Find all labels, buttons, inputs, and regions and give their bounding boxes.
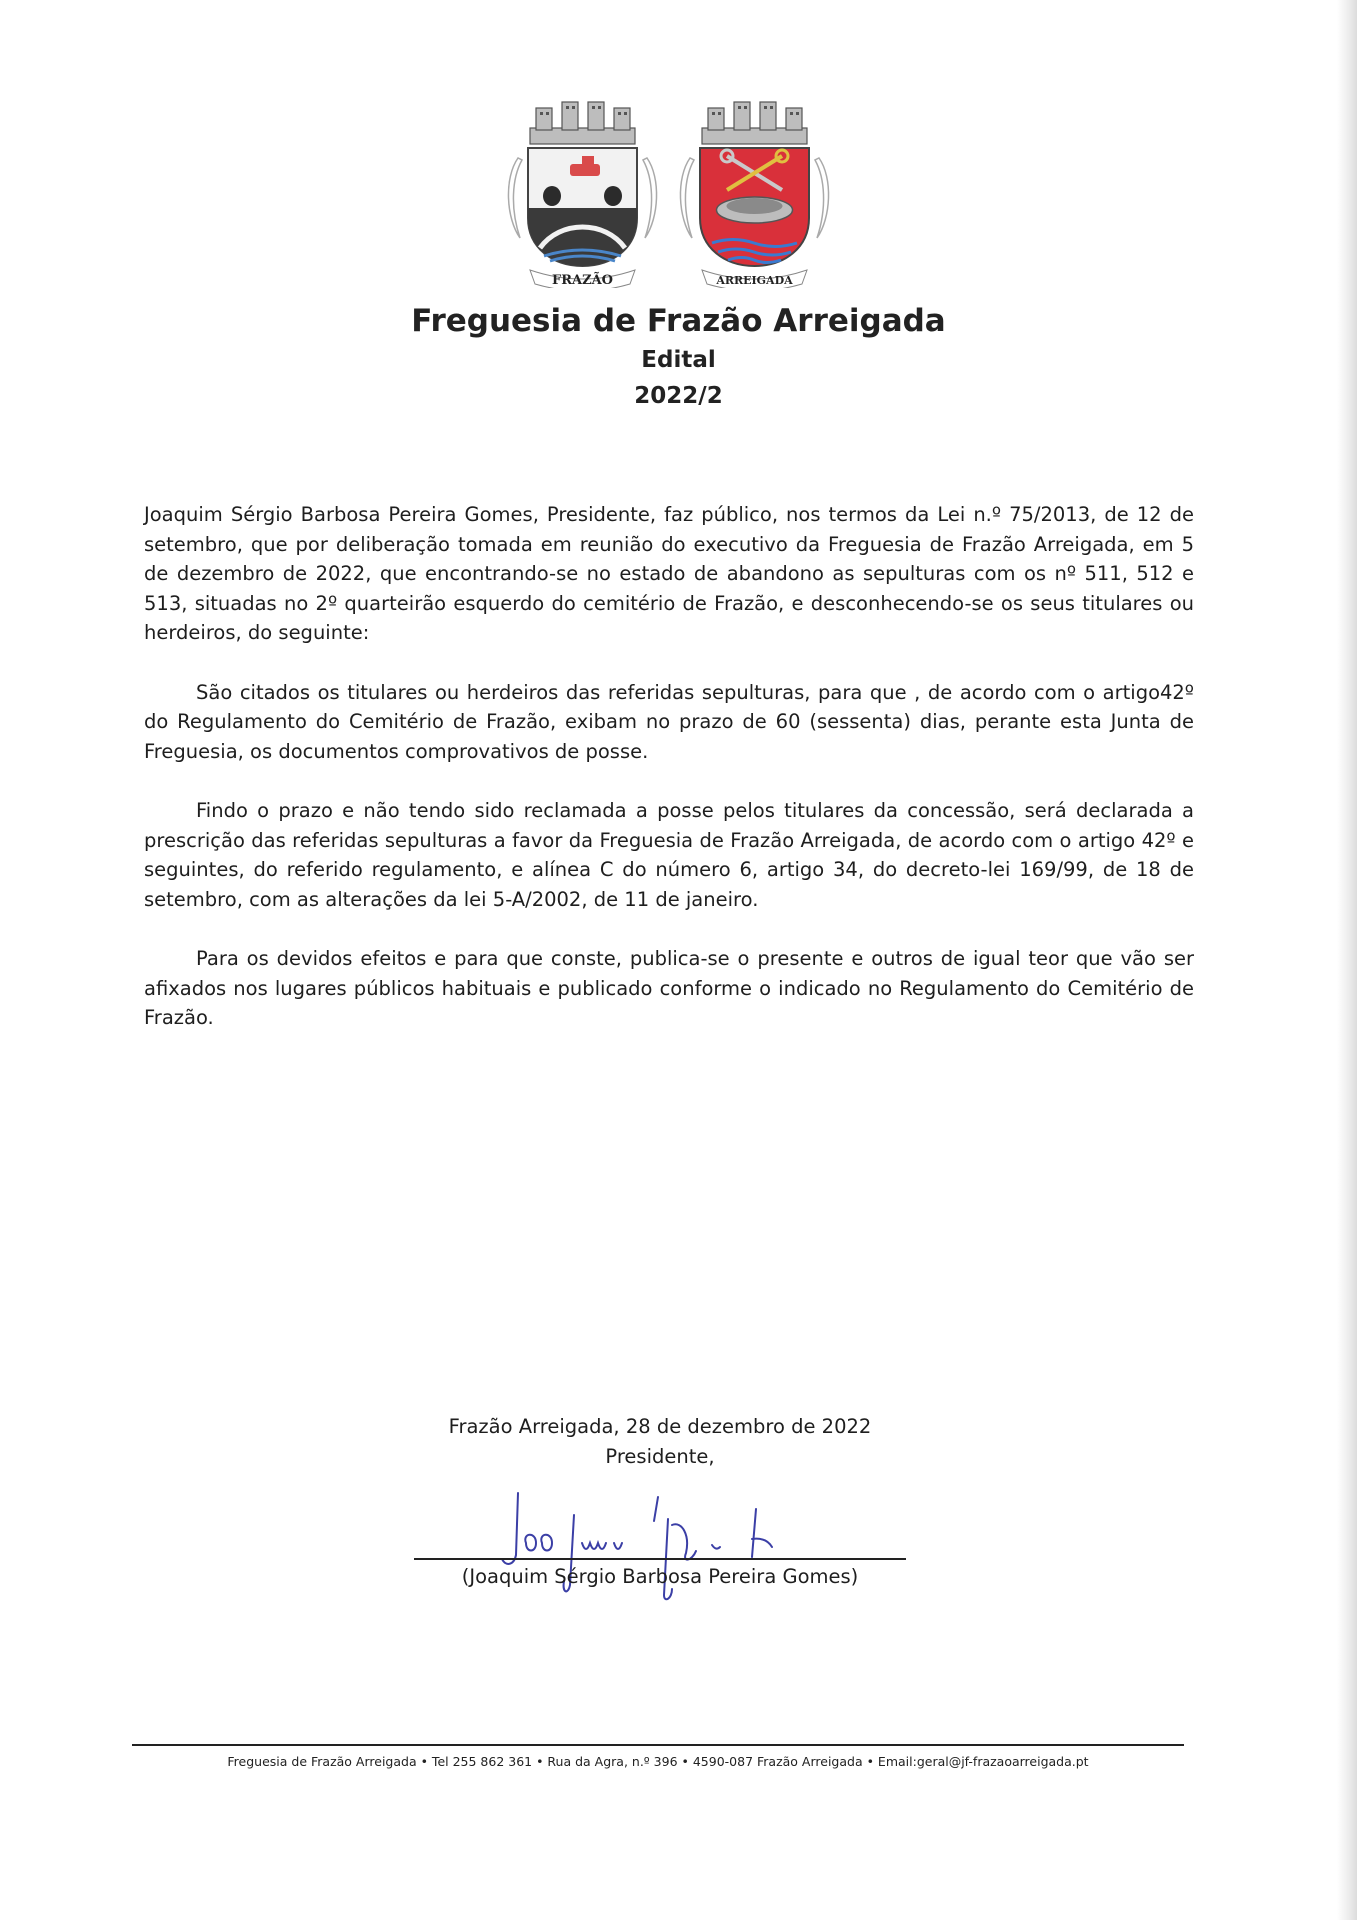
document-type: Edital bbox=[641, 347, 716, 373]
paragraph-prescription: Findo o prazo e não tendo sido reclamada a posse pelos titulares da concessão, será declarada a prescrição das referidas sepulturas a favor da Freguesia de Frazão Arreigada, de acordo com o artigo 42º e seguintes, do referido regulamento, e alínea C do número 6, artigo 34, do decreto-lei 169/99, de 18 de setembro, com as alterações da lei 5-A/2002, de 11 de janeiro. bbox=[144, 799, 1194, 911]
signer-role: Presidente, bbox=[605, 1445, 715, 1468]
svg-text:FRAZÃO: FRAZÃO bbox=[551, 273, 614, 288]
footer-contact: Freguesia de Frazão Arreigada • Tel 255 862 361 • Rua da Agra, n.º 396 • 4590-087 Frazão Arreigada • Email:geral@jf-frazaoarreigada.pt bbox=[227, 1754, 1089, 1769]
parish-title: Freguesia de Frazão Arreigada bbox=[411, 303, 946, 339]
document-number: 2022/2 bbox=[634, 383, 723, 409]
place-date: Frazão Arreigada, 28 de dezembro de 2022 bbox=[448, 1415, 872, 1438]
footer-rule bbox=[132, 1744, 1184, 1746]
paragraph-publication: Para os devidos efeitos e para que conste, publica-se o presente e outros de igual teor que vão ser afixados nos lugares públicos habituais e publicado conforme o indicado no Regulamento do Cemitério de Frazão. bbox=[144, 947, 1194, 1029]
signature-line bbox=[414, 1558, 906, 1560]
arreigada-coat-of-arms bbox=[672, 98, 837, 288]
svg-text:ARREIGADA: ARREIGADA bbox=[716, 274, 793, 287]
coats-of-arms bbox=[500, 98, 860, 288]
document-body bbox=[144, 500, 1194, 1063]
paragraph-intro: Joaquim Sérgio Barbosa Pereira Gomes, Presidente, faz público, nos termos da Lei n.º 75/2013, de 12 de setembro, que por deliberação tomada em reunião do executivo da Freguesia de Frazão Arreigada, em 5 de dezembro de 2022, que encontrando-se no estado de abandono as sepulturas com os nº 511, 512 e 513, situadas no 2º quarteirão esquerdo do cemitério de Frazão, e desconhecendo-se os seus titulares ou herdeiros, do seguinte: bbox=[144, 503, 1194, 644]
signature-block bbox=[400, 1412, 920, 1472]
paragraph-citation: São citados os titulares ou herdeiros das referidas sepulturas, para que , de acordo com o artigo42º do Regulamento do Cemitério de Frazão, exibam no prazo de 60 (sessenta) dias, perante esta Junta de Freguesia, os documentos comprovativos de posse. bbox=[144, 680, 1194, 763]
signer-name: (Joaquim Sérgio Barbosa Pereira Gomes) bbox=[461, 1565, 859, 1588]
document-header bbox=[0, 300, 1357, 414]
frazao-coat-of-arms bbox=[500, 98, 665, 288]
scan-edge-shadow bbox=[1337, 0, 1357, 1920]
